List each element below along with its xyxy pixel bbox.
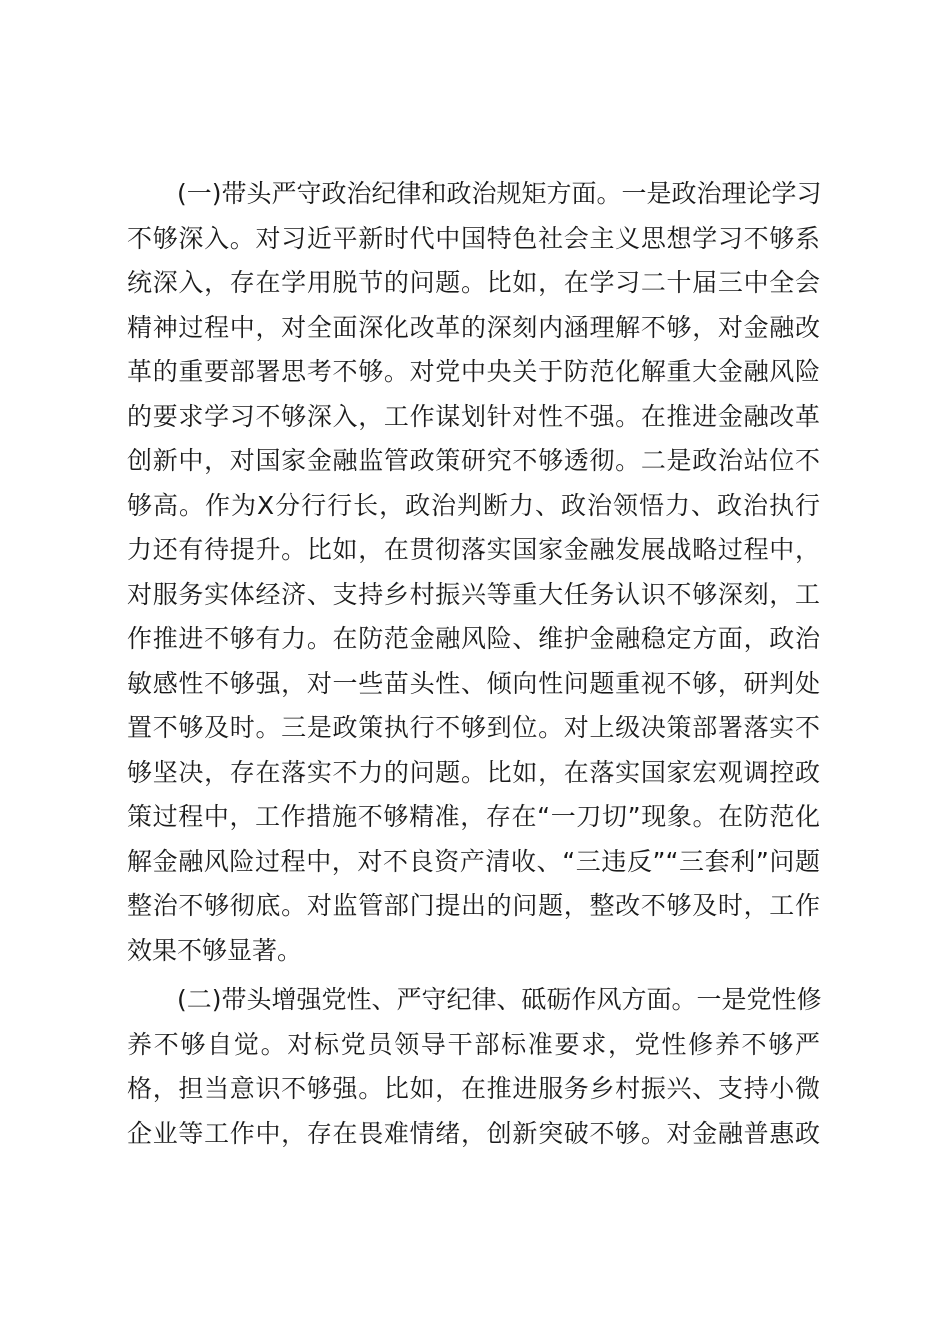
text-line: 效果不够显著。 [127, 935, 303, 965]
text-line: 不够深入。对习近平新时代中国特色社会主义思想学习不够系 [127, 223, 820, 253]
text-line: 作推进不够有力。在防范金融风险、维护金融稳定方面，政治 [127, 624, 820, 653]
text-line: 对服务实体经济、支持乡村振兴等重大任务认识不够深刻，工 [127, 579, 820, 609]
text-line: 统深入，存在学用脱节的问题。比如，在学习二十届三中全会 [127, 268, 820, 297]
text-line: 养不够自觉。对标党员领导干部标准要求，党性修养不够严 [127, 1029, 820, 1059]
text-line: 企业等工作中，存在畏难情绪，创新突破不够。对金融普惠政 [127, 1118, 820, 1148]
text-line: 整治不够彻底。对监管部门提出的问题，整改不够及时，工作 [127, 891, 820, 920]
text-line: 敏感性不够强，对一些苗头性、倾向性问题重视不够，研判处 [127, 668, 820, 698]
text-line: 创新中，对国家金融监管政策研究不够透彻。二是政治站位不 [127, 446, 820, 475]
text-line: 精神过程中，对全面深化改革的深刻内涵理解不够，对金融改 [127, 312, 820, 342]
text-line: 够高。作为X分行行长，政治判断力、政治领悟力、政治执行 [127, 490, 820, 520]
paragraph-1 [127, 172, 820, 973]
text-line: 策过程中，工作措施不够精准，存在“一刀切”现象。在防范化 [127, 802, 820, 831]
text-line: 革的重要部署思考不够。对党中央关于防范化解重大金融风险 [127, 357, 820, 386]
text-line: 的要求学习不够深入，工作谋划针对性不强。在推进金融改革 [127, 401, 820, 431]
text-line: 解金融风险过程中，对不良资产清收、“三违反”“三套利”问题 [127, 846, 820, 876]
text-line: 置不够及时。三是政策执行不够到位。对上级决策部署落实不 [127, 713, 820, 742]
text-line: (一)带头严守政治纪律和政治规矩方面。一是政治理论学习 [177, 179, 822, 208]
text-line: 格，担当意识不够强。比如，在推进服务乡村振兴、支持小微 [127, 1074, 820, 1103]
text-line: (二)带头增强党性、严守纪律、砥砺作风方面。一是党性修 [177, 985, 822, 1014]
paragraph-2 [127, 978, 820, 1156]
text-line: 力还有待提升。比如，在贯彻落实国家金融发展战略过程中， [127, 535, 820, 564]
text-line: 够坚决，存在落实不力的问题。比如，在落实国家宏观调控政 [127, 757, 820, 787]
